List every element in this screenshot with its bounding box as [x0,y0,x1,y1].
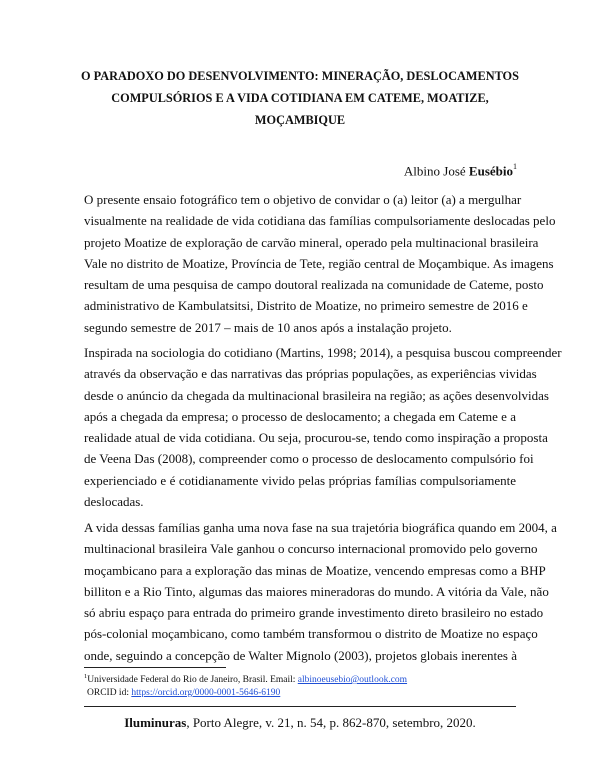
text-line: billiton e a Rio Tinto, algumas das maiores mineradoras do mundo. A vitória da Vale, não [84,583,549,599]
title-line: O PARADOXO DO DESENVOLVIMENTO: MINERAÇÃO, DESLOCAMENTOS [81,69,519,83]
citation-text: , Porto Alegre, v. 21, n. 54, p. 862-870, setembro, 2020. [186,715,476,730]
text-line: resultam de uma pesquisa de campo doutoral realizada na comunidade de Cateme, posto [84,277,544,293]
article-title [70,65,530,131]
text-line: após a chegada da empresa; o processo de deslocamento; a chegada em Cateme e a [84,408,516,424]
journal-name: Iluminuras [124,715,187,730]
text-line: experienciado e é cotidianamente vivido pelas próprias famílias compulsoriamente [84,472,516,488]
footnote-ref: 1 [513,162,517,171]
page-footer [0,715,600,731]
text-line: realidade atual de vida cotidiana. Ou seja, procurou-se, tendo como inspiração a proposta [84,430,548,446]
footnote-divider [84,667,226,668]
text-line: moçambicano para a exploração das minas de Moatize, vencendo empresas como a BHP [84,562,546,578]
author-byline [404,163,517,179]
footnote-text: Universidade Federal do Rio de Janeiro, Brasil. Email: [87,675,298,686]
footnote [84,670,407,700]
author-given-name: Albino José [403,163,466,179]
text-line: pós-colonial moçambicano, como também transformou o distrito de Moatize no espaço [84,626,538,642]
text-line: A vida dessas famílias ganha uma nova fase na sua trajetória biográfica quando em 2004, a [84,520,557,535]
text-line: multinacional brasileira Vale ganhou o concurso internacional promovido pelo governo [84,541,538,557]
title-line: COMPULSÓRIOS E A VIDA COTIDIANA EM CATEME, MOATIZE, [111,91,489,105]
footer-divider [84,706,516,707]
footnote-marker: 1 [84,673,88,680]
email-link[interactable]: albinoeusebio@outlook.com [297,675,408,686]
text-line: O presente ensaio fotográfico tem o objetivo de convidar o (a) leitor (a) a mergulhar [84,192,522,207]
text-line: desde o anúncio da chegada da multinacional brasileira na região; as ações desenvolvidas [84,387,549,403]
text-line: onde, seguindo a concepção de Walter Mignolo (2003), projetos globais inerentes à [84,647,518,663]
title-line: MOÇAMBIQUE [254,113,346,127]
text-line: segundo semestre de 2017 – mais de 10 anos após a instalação projeto. [84,319,452,335]
text-line: administrativo de Kambulatsitsi, Distrito de Moatize, no primeiro semestre de 2016 e [84,298,528,314]
text-line: só abriu espaço para entrada do primeiro grande investimento direto brasileiro no estado [84,605,544,621]
text-line: de Veena Das (2008), compreender como o processo de deslocamento compulsório foi [84,451,534,467]
orcid-link[interactable]: https://orcid.org/0000-0001-5646-6190 [131,688,281,699]
paragraph-3 [84,517,557,666]
text-line: deslocadas. [84,494,144,510]
text-line: visualmente na realidade de vida cotidiana das famílias compulsoriamente deslocadas pelo [84,213,556,229]
author-family-name: Eusébio [468,163,513,179]
footnote-orcid [84,687,407,700]
paragraph-1 [84,189,556,338]
text-line: Vale no distrito de Moatize, Província de Tete, região central de Moçambique. As imagens [84,255,554,271]
text-line: Inspirada na sociologia do cotidiano (Martins, 1998; 2014), a pesquisa buscou compreender [84,345,562,360]
orcid-label: ORCID id: [87,688,132,699]
paragraph-2 [84,342,562,512]
text-line: projeto Moatize de exploração de carvão mineral, operado pela multinacional brasileira [84,234,539,250]
footnote-affiliation [84,670,407,687]
text-line: através da observação e das narrativas das próprias populações, as experiências vividas [84,366,537,382]
